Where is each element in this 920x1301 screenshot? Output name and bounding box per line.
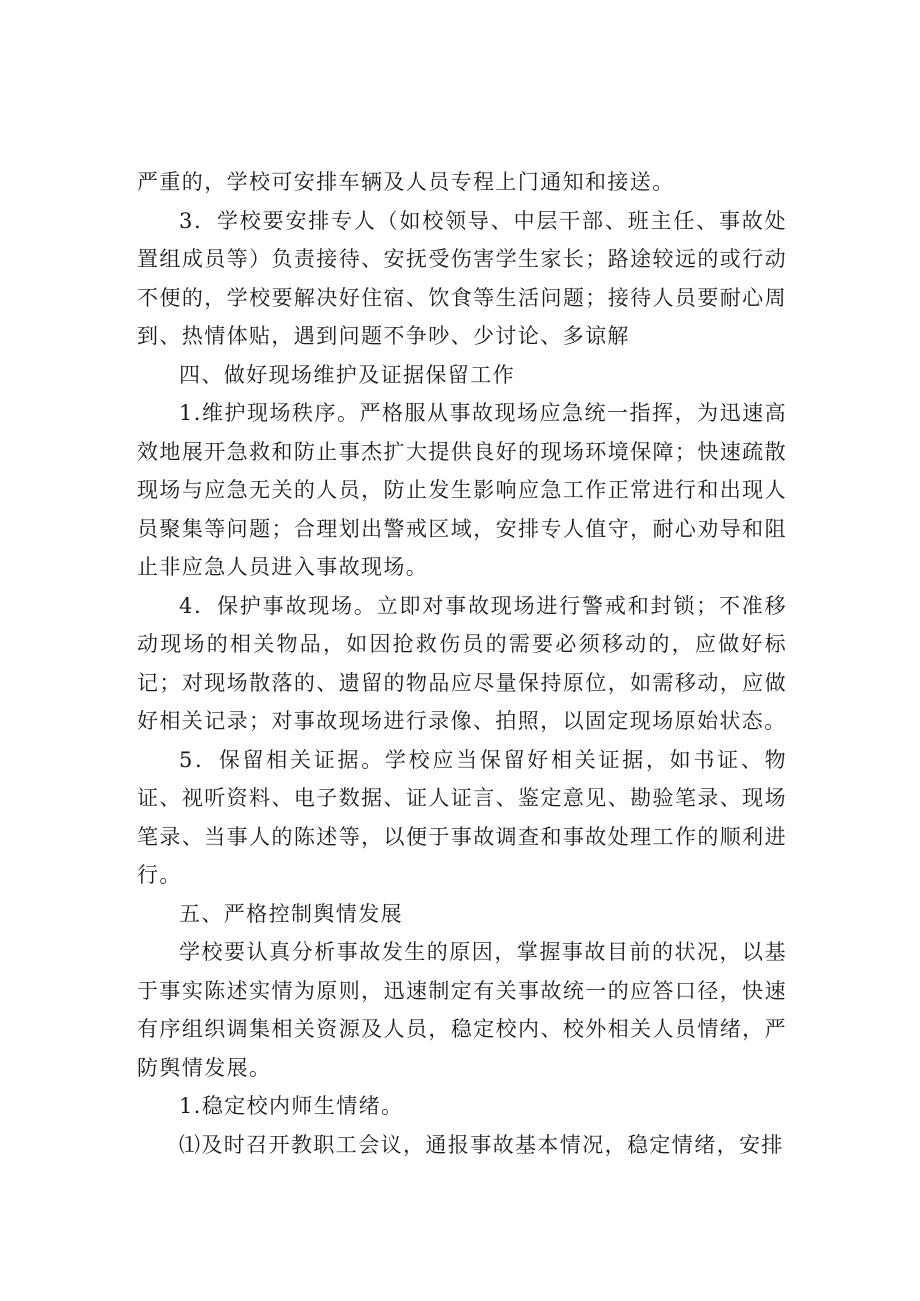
section-heading-5: 五、严格控制舆情发展 [179,901,403,926]
paragraph-item-3: 3．学校要安排专人（如校领导、中层干部、班主任、事故处置组成员等）负责接待、安抚受伤害学生家长；路途较远的或行动不便的，学校要解决好住宿、饮食等生活问题；接待人员要耐心周到、热情体贴，遇到问题不争吵、少讨论、多谅解 [137,208,787,348]
paragraph-stabilize-campus: 1.稳定校内师生情绪。 [179,1094,404,1118]
paragraph-public-opinion: 学校要认真分析事故发生的原因，掌握事故目前的状况，以基于事实陈述实情为原则，迅速制定有关事故统一的应答口径，快速有序组织调集相关资源及人员，稳定校内、校外相关人员情绪，严防舆情发展。 [137,940,787,1080]
paragraph-protect-scene: 4．保护事故现场。立即对事故现场进行警戒和封锁；不准移动现场的相关物品，如因抢救伤员的需要必须移动的，应做好标记；对现场散落的、遗留的物品应尽量保持原位，如需移动，应做好相关记录；对事故现场进行录像、拍照，以固定现场原始状态。 [137,593,787,733]
paragraph-staff-meeting: ⑴及时召开教职工会议，通报事故基本情况，稳定情绪，安排 [179,1132,784,1157]
paragraph-continuation: 严重的，学校可安排车辆及人员专程上门通知和接送。 [137,170,675,194]
document-body [137,163,787,1164]
paragraph-maintain-order: 1.维护现场秩序。严格服从事故现场应急统一指挥，为迅速高效地展开急救和防止事杰扩大提供良好的现场环境保障；快速疏散现场与应急无关的人员，防止发生影响应急工作正常进行和出现人员聚集等问题；合理划出警戒区域，安排专人值守，耐心劝导和阻止非应急人员进入事故现场。 [137,401,787,579]
paragraph-retain-evidence: 5．保留相关证据。学校应当保留好相关证据，如书证、物证、视听资料、电子数据、证人证言、鉴定意见、勘验笔录、现场笔录、当事人的陈述等，以便于事故调查和事故处理工作的顺利进行。 [137,747,787,887]
section-heading-4: 四、做好现场维护及证据保留工作 [179,362,515,387]
